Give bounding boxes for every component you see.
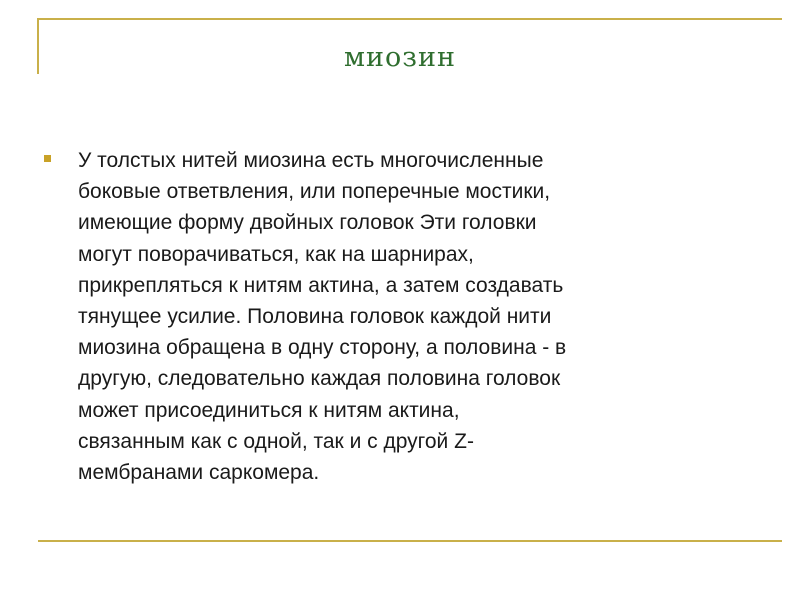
body-line: миозина обращена в одну сторону, а половина - в <box>78 336 567 360</box>
bullet-square-icon <box>44 155 51 162</box>
body-line: прикрепляться к нитям актина, а затем создавать <box>78 273 564 297</box>
slide-title: миозин <box>344 42 456 73</box>
body-line: У толстых нитей миозина есть многочисленные <box>78 149 544 172</box>
top-divider <box>38 18 782 20</box>
bullet-text <box>78 145 764 488</box>
body-line: боковые ответвления, или поперечные мостики, <box>78 180 551 204</box>
body-line: тянущее усилие. Половина головок каждой нити <box>78 305 552 329</box>
body-line: могут поворачиваться, как на шарнирах, <box>78 242 474 266</box>
body-line: имеющие форму двойных головок Эти головки <box>78 211 537 235</box>
body-line: связанным как с одной, так и с другой Z- <box>78 429 474 453</box>
bottom-divider <box>38 540 782 542</box>
body-line: мембранами саркомера. <box>78 461 320 485</box>
body-line: может присоединиться к нитям актина, <box>78 398 460 422</box>
bullet-item <box>44 145 764 488</box>
body-line: другую, следовательно каждая половина головок <box>78 367 561 391</box>
